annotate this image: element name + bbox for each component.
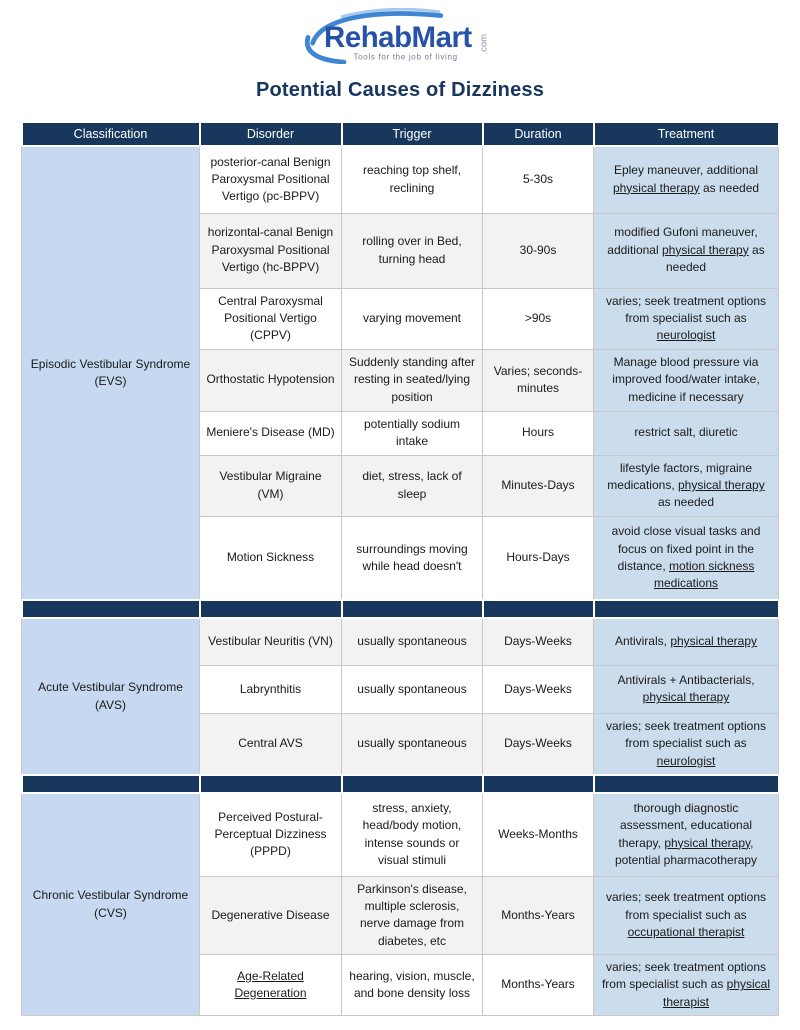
disorder-cell — [200, 713, 342, 775]
section-separator-bar — [22, 600, 779, 618]
trigger-cell — [342, 665, 483, 713]
logo-com: .com — [478, 33, 490, 55]
text-segment: Parkinson's disease, multiple sclerosis, nerve damage from diabetes, etc — [357, 881, 467, 948]
text-segment: Days-Weeks — [504, 634, 572, 649]
trigger-cell — [342, 876, 483, 955]
disorder-cell — [200, 665, 342, 713]
trigger-cell — [342, 349, 483, 411]
text-segment: as needed — [699, 180, 760, 195]
text-segment: usually spontaneous — [357, 736, 467, 751]
separator-cell — [594, 775, 779, 793]
classification-cell: Episodic Vestibular Syndrome (EVS) — [22, 146, 200, 600]
text-segment: , potential pharmacotherapy — [614, 835, 758, 868]
text-segment: 30-90s — [519, 242, 557, 257]
text-segment: Hours-Days — [506, 550, 570, 565]
text-segment: Varies; seconds-minutes — [493, 363, 583, 396]
text-segment: Vestibular Neuritis (VN) — [208, 634, 333, 649]
table-row — [22, 618, 779, 665]
link-neurologist[interactable]: neurologist — [656, 753, 716, 768]
text-segment: usually spontaneous — [357, 681, 467, 696]
duration-cell — [483, 455, 594, 516]
disorder-cell — [200, 213, 342, 288]
text-segment: Motion Sickness — [226, 550, 315, 565]
text-segment: usually spontaneous — [357, 634, 467, 649]
separator-cell — [594, 600, 779, 618]
disorder-cell — [200, 411, 342, 455]
treatment-cell — [594, 713, 779, 775]
disorder-cell — [200, 288, 342, 349]
duration-cell — [483, 665, 594, 713]
disorder-cell — [200, 618, 342, 665]
text-segment: varying movement — [362, 310, 462, 325]
link-physical-therapy[interactable]: physical therapy — [661, 242, 749, 257]
text-segment: varies; seek treatment options from specialist such as — [605, 293, 767, 325]
link-physical-therapy[interactable]: physical therapy — [642, 690, 730, 705]
text-segment: Perceived Postural-Perceptual Dizziness (PPPD) — [214, 809, 327, 859]
treatment-cell — [594, 411, 779, 455]
disorder-cell — [200, 793, 342, 876]
text-segment: rolling over in Bed, turning head — [362, 234, 462, 266]
text-segment: avoid close visual tasks and focus on fixed point in the distance, — [611, 524, 761, 574]
logo-brand: RehabMart — [324, 20, 472, 54]
text-segment: lifestyle factors, migraine medications, — [607, 460, 753, 493]
dizziness-table — [21, 121, 780, 1016]
text-segment: Vestibular Migraine (VM) — [219, 469, 322, 501]
text-segment: surroundings moving while head doesn't — [356, 541, 468, 574]
text-segment: Antivirals + Antibacterials, — [617, 672, 755, 687]
treatment-cell — [594, 213, 779, 288]
disorder-cell — [200, 876, 342, 955]
text-segment: Months-Years — [501, 977, 575, 992]
link-physical-therapy[interactable]: physical therapy — [670, 634, 758, 649]
section-separator-bar — [22, 775, 779, 793]
link-age-related-degeneration[interactable]: Age-Related Degeneration — [234, 968, 307, 1001]
text-segment: potentially sodium intake — [363, 416, 461, 449]
text-segment: varies; seek treatment options from specialist such as — [605, 890, 767, 922]
text-segment: Epley maneuver, additional — [613, 163, 759, 178]
classification-cell: Acute Vestibular Syndrome (AVS) — [22, 618, 200, 775]
disorder-cell — [200, 455, 342, 516]
text-segment: >90s — [524, 310, 552, 325]
duration-cell — [483, 618, 594, 665]
text-segment: stress, anxiety, head/body motion, intense sounds or visual stimuli — [362, 800, 462, 868]
text-segment: 5-30s — [522, 172, 554, 187]
treatment-cell — [594, 516, 779, 600]
duration-cell — [483, 955, 594, 1016]
text-segment: Weeks-Months — [498, 827, 578, 842]
duration-cell — [483, 213, 594, 288]
col-header-disorder: Disorder — [200, 122, 342, 146]
text-segment: modified Gufoni maneuver, additional — [607, 225, 758, 257]
duration-cell — [483, 288, 594, 349]
col-header-trigger: Trigger — [342, 122, 483, 146]
duration-cell — [483, 793, 594, 876]
trigger-cell — [342, 411, 483, 455]
text-segment: thorough diagnostic assessment, educational therapy, — [618, 800, 753, 850]
duration-cell — [483, 349, 594, 411]
link-neurologist[interactable]: neurologist — [656, 328, 716, 343]
text-segment: Days-Weeks — [504, 681, 572, 696]
table-row — [22, 793, 779, 876]
trigger-cell — [342, 793, 483, 876]
rehabmart-logo — [300, 8, 500, 64]
text-segment: as needed — [665, 242, 765, 275]
disorder-cell — [200, 516, 342, 600]
treatment-cell — [594, 618, 779, 665]
separator-cell — [342, 775, 483, 793]
separator-cell — [22, 600, 200, 618]
treatment-cell — [594, 349, 779, 411]
text-segment: varies; seek treatment options from specialist such as — [601, 960, 767, 992]
text-segment: Degenerative Disease — [211, 907, 330, 922]
text-segment: Labrynthitis — [239, 681, 302, 696]
separator-cell — [483, 775, 594, 793]
text-segment: Days-Weeks — [504, 736, 572, 751]
duration-cell — [483, 146, 594, 213]
trigger-cell — [342, 213, 483, 288]
text-segment: Minutes-Days — [501, 478, 575, 493]
duration-cell — [483, 516, 594, 600]
trigger-cell — [342, 288, 483, 349]
disorder-cell — [200, 955, 342, 1016]
trigger-cell — [342, 955, 483, 1016]
text-segment: Central AVS — [238, 736, 303, 751]
trigger-cell — [342, 146, 483, 213]
trigger-cell — [342, 516, 483, 600]
duration-cell — [483, 876, 594, 955]
text-segment: Meniere's Disease (MD) — [206, 425, 335, 440]
col-header-treatment: Treatment — [594, 122, 779, 146]
text-segment: Hours — [521, 425, 554, 440]
trigger-cell — [342, 713, 483, 775]
header — [0, 0, 800, 102]
treatment-cell — [594, 455, 779, 516]
logo-tagline: Tools for the job of living — [353, 52, 458, 62]
separator-cell — [22, 775, 200, 793]
treatment-cell — [594, 793, 779, 876]
treatment-cell — [594, 288, 779, 349]
link-occupational-therapist[interactable]: occupational therapist — [627, 924, 745, 939]
text-segment: Central Paroxysmal Positional Vertigo (CPPV) — [218, 293, 323, 343]
treatment-cell — [594, 146, 779, 213]
separator-cell — [200, 775, 342, 793]
separator-cell — [200, 600, 342, 618]
disorder-cell — [200, 146, 342, 213]
text-segment: posterior-canal Benign Paroxysmal Positional Vertigo (pc-BPPV) — [210, 154, 331, 204]
text-segment: as needed — [657, 495, 715, 510]
link-motion-sickness-medications[interactable]: motion sickness medications — [653, 559, 755, 591]
link-physical-therapy[interactable]: physical therapy — [677, 478, 765, 493]
classification-cell: Chronic Vestibular Syndrome (CVS) — [22, 793, 200, 1016]
link-physical-therapy[interactable]: physical therapy — [664, 835, 751, 850]
text-segment: Antivirals, — [614, 634, 671, 649]
link-physical-therapy[interactable]: physical therapy — [612, 180, 700, 195]
col-header-classification: Classification — [22, 122, 200, 146]
text-segment: Suddenly standing after resting in seated/lying position — [348, 355, 476, 404]
duration-cell — [483, 411, 594, 455]
text-segment: diet, stress, lack of sleep — [362, 469, 462, 501]
treatment-cell — [594, 665, 779, 713]
disorder-cell — [200, 349, 342, 411]
separator-cell — [342, 600, 483, 618]
link-physical-therapist[interactable]: physical therapist — [662, 977, 771, 1009]
table-header-row — [22, 122, 779, 146]
text-segment: varies; seek treatment options from specialist such as — [605, 718, 767, 751]
trigger-cell — [342, 455, 483, 516]
text-segment: hearing, vision, muscle, and bone density loss — [349, 968, 475, 1001]
text-segment: reaching top shelf, reclining — [362, 163, 462, 195]
col-header-duration: Duration — [483, 122, 594, 146]
treatment-cell — [594, 955, 779, 1016]
text-segment: Orthostatic Hypotension — [206, 372, 335, 387]
treatment-cell — [594, 876, 779, 955]
trigger-cell — [342, 618, 483, 665]
page-title: Potential Causes of Dizziness — [255, 79, 545, 101]
duration-cell — [483, 713, 594, 775]
table-row — [22, 146, 779, 213]
separator-cell — [483, 600, 594, 618]
text-segment: restrict salt, diuretic — [634, 425, 738, 440]
text-segment: horizontal-canal Benign Paroxysmal Positional Vertigo (hc-BPPV) — [207, 225, 334, 275]
table-body — [22, 146, 779, 1016]
text-segment: Manage blood pressure via improved food/water intake, medicine if necessary — [612, 355, 760, 404]
text-segment: Months-Years — [501, 907, 575, 922]
